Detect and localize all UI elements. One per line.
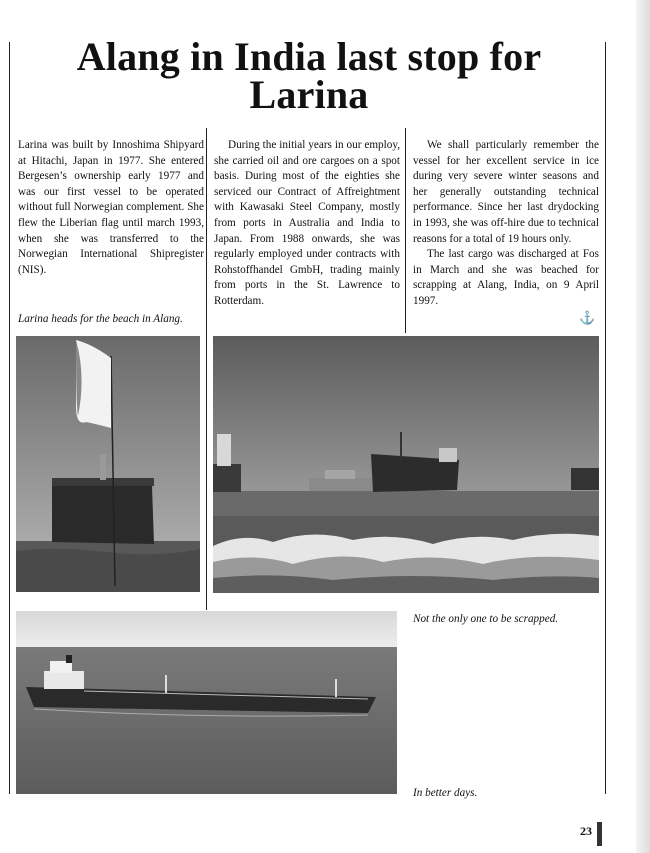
page-number-bar (597, 822, 602, 846)
paragraph: The last cargo was discharged at Fos in March and she was beached for scrapping at Alang, India, on 9 April 1997. (413, 248, 599, 307)
photo-ships-alang (213, 336, 599, 593)
caption-beach: Larina heads for the beach in Alang. (18, 313, 183, 325)
page-edge (636, 0, 650, 853)
photo-tanker-sea (16, 611, 397, 794)
article-column-3 (413, 138, 599, 310)
caption-better-days: In better days. (413, 787, 478, 799)
caption-scrapped: Not the only one to be scrapped. (413, 613, 559, 625)
column-rule-left (9, 42, 10, 794)
paragraph: We shall particularly remember the vessel for her excellent service in ice during very severe winter seasons and her generally outstanding technical performance. Since her last drydocking in 1993, she was off-hire due to technical reasons for a total of 19 hours only. (413, 139, 599, 245)
column-rule-right (605, 42, 606, 794)
article-column-1 (18, 138, 204, 278)
paragraph: Larina was built by Innoshima Shipyard at Hitachi, Japan in 1977. She entered Bergesen’s ownership early 1977 and was our first vessel to be operated without full Norwegian complement. She flew the Liberian flag until march 1993, when she was transferred to the Norwegian International Shipregister (NIS). (18, 139, 204, 276)
paragraph: During the initial years in our employ, she carried oil and ore cargoes on a spot basis. During most of the eighties she serviced our Contract of Affreightment with Kawasaki Steel Company, mostly from ports in Australia and India to Japan. From 1988 onwards, she was regularly employed under contracts with Rohstoffhandel GmbH, trading mainly from ports in the St. Lawrence to Rotterdam. (214, 139, 400, 307)
article-column-2 (214, 138, 400, 310)
anchor-logo-icon: ⚓ (579, 310, 596, 325)
column-rule-2 (405, 128, 406, 333)
column-rule-1 (206, 128, 207, 610)
page-number: 23 (580, 824, 592, 838)
photo-ship-beach (16, 336, 200, 592)
page-title: Alang in India last stop for Larina (76, 34, 542, 117)
